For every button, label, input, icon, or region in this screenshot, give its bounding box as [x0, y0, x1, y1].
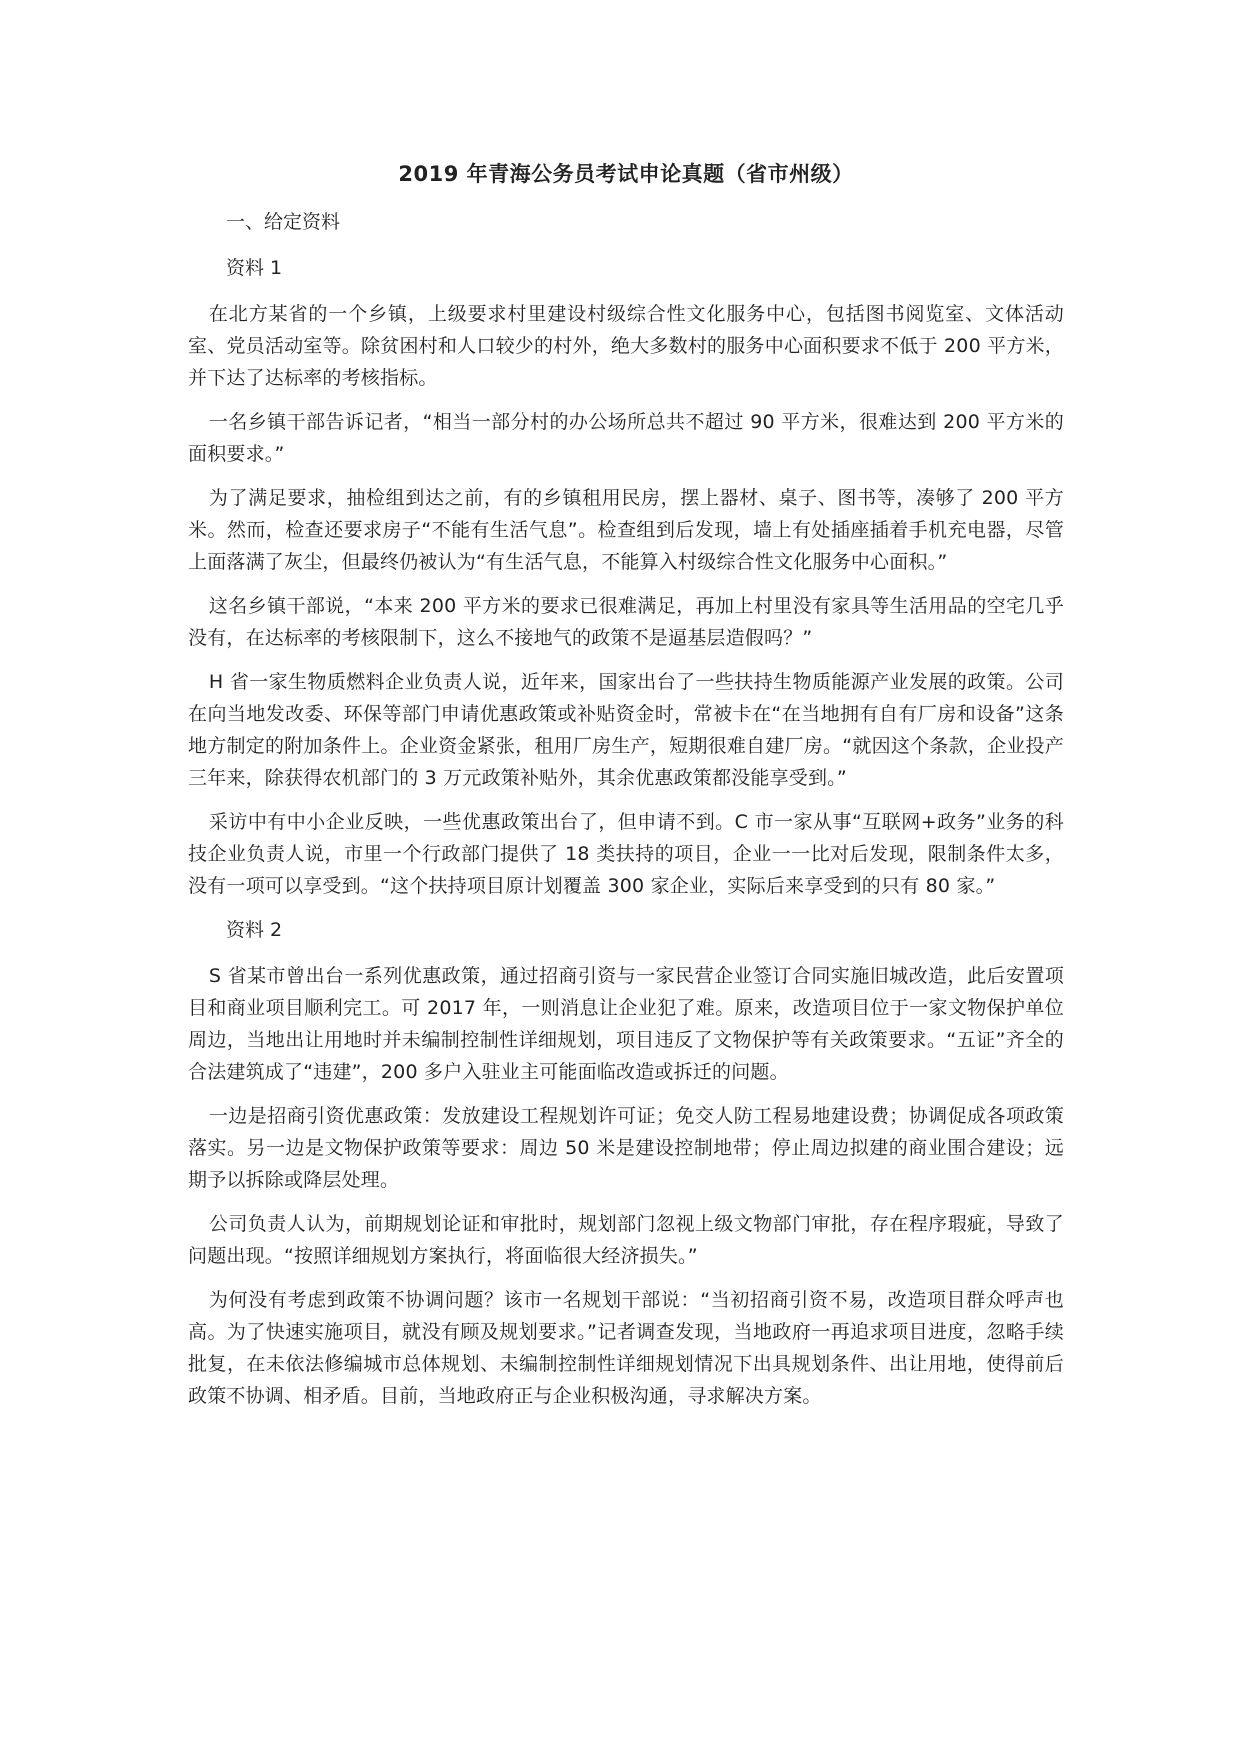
material-1-label: 资料 1 [226, 257, 283, 279]
paragraph: 为何没有考虑到政策不协调问题？该市一名规划干部说：“当初招商引资不易，改造项目群众呼声也高。为了快速实施项目，就没有顾及规划要求。”记者调查发现，当地政府一再追求项目进度，忽略手续批复，在未依法修编城市总体规划、未编制控制性详细规划情况下出具规划条件、出让用地，使得前后政策不协调、相矛盾。目前，当地政府正与企业积极沟通，寻求解决方案。 [188, 1289, 1064, 1407]
paragraph: S 省某市曾出台一系列优惠政策，通过招商引资与一家民营企业签订合同实施旧城改造，此后安置项目和商业项目顺利完工。可 2017 年，一则消息让企业犯了难。原来，改造项目位于一家文物保护单位周边，当地出让用地时并未编制控制性详细规划，项目违反了文物保护等有关政策要求。“五证”齐全的合法建筑成了“违建”，200 多户入驻业主可能面临改造或拆迁的问题。 [188, 965, 1064, 1083]
paragraph: 公司负责人认为，前期规划论证和审批时，规划部门忽视上级文物部门审批，存在程序瑕疵，导致了问题出现。“按照详细规划方案执行，将面临很大经济损失。” [188, 1213, 1064, 1267]
paragraph: H 省一家生物质燃料企业负责人说，近年来，国家出台了一些扶持生物质能源产业发展的政策。公司在向当地发改委、环保等部门申请优惠政策或补贴资金时，常被卡在“在当地拥有自有厂房和设备”这条地方制定的附加条件上。企业资金紧张，租用厂房生产，短期很难自建厂房。“就因这个条款，企业投产三年来，除获得农机部门的 3 万元政策补贴外，其余优惠政策都没能享受到。” [188, 671, 1064, 789]
paragraph: 在北方某省的一个乡镇，上级要求村里建设村级综合性文化服务中心，包括图书阅览室、文体活动室、党员活动室等。除贫困村和人口较少的村外，绝大多数村的服务中心面积要求不低于 200 平方米，并下达了达标率的考核指标。 [188, 303, 1064, 389]
material-2-label: 资料 2 [226, 919, 283, 941]
paragraph: 采访中有中小企业反映，一些优惠政策出台了，但申请不到。C 市一家从事“互联网+政务”业务的科技企业负责人说，市里一个行政部门提供了 18 类扶持的项目，企业一一比对后发现，限制条件太多，没有一项可以享受到。“这个扶持项目原计划覆盖 300 家企业，实际后来享受到的只有 80 家。” [188, 811, 1064, 897]
paragraph: 一边是招商引资优惠政策：发放建设工程规划许可证；免交人防工程易地建设费；协调促成各项政策落实。另一边是文物保护政策等要求：周边 50 米是建设控制地带；停止周边拟建的商业围合建设；远期予以拆除或降层处理。 [188, 1105, 1064, 1191]
document-page [188, 160, 1064, 1424]
document-title: 2019 年青海公务员考试申论真题（省市州级） [398, 162, 854, 186]
paragraph: 一名乡镇干部告诉记者，“相当一部分村的办公场所总共不超过 90 平方米，很难达到 200 平方米的面积要求。” [188, 411, 1064, 465]
section-heading: 一、给定资料 [226, 211, 341, 233]
paragraph: 为了满足要求，抽检组到达之前，有的乡镇租用民房，摆上器材、桌子、图书等，凑够了 200 平方米。然而，检查还要求房子“不能有生活气息”。检查组到后发现，墙上有处插座插着手机充电器，尽管上面落满了灰尘，但最终仍被认为“有生活气息，不能算入村级综合性文化服务中心面积。” [188, 487, 1064, 573]
paragraph: 这名乡镇干部说，“本来 200 平方米的要求已很难满足，再加上村里没有家具等生活用品的空宅几乎没有，在达标率的考核限制下，这么不接地气的政策不是逼基层造假吗？” [188, 595, 1064, 649]
